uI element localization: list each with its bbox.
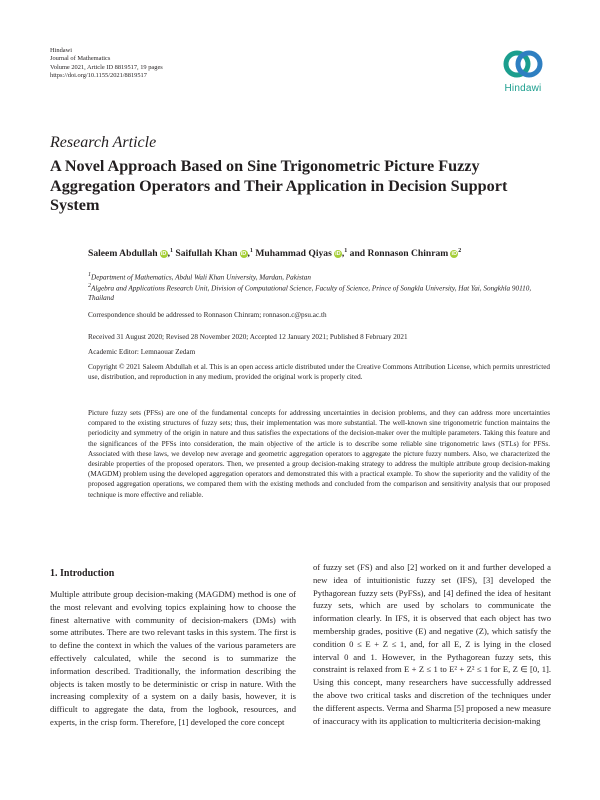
orcid-icon[interactable]: iD	[240, 250, 247, 257]
journal-info	[50, 47, 163, 80]
author-affil-number: 2	[458, 248, 462, 254]
volume-info: Volume 2021, Article ID 8819517, 19 pages	[50, 63, 163, 71]
hindawi-logo	[500, 48, 546, 94]
authors-joiner: and	[349, 248, 366, 260]
orcid-icon[interactable]: iD	[451, 250, 458, 257]
affiliation-text: Department of Mathematics, Abdul Wali Khan University, Mardan, Pakistan	[91, 273, 311, 282]
abstract: Picture fuzzy sets (PFSs) are one of the fundamental concepts for addressing uncertainties in decision problems, and they can address more uncertainties compared to the existing structures of fuzzy sets; thus, their implementation was more substantial. The well-known sine trigonometric function maintains the periodicity and symmetry of the origin in nature and thus satisfies the expectations of the decision-maker over the multiple parameters. Taking this feature and the significances of the PFSs into consideration, the main objective of the article is to describe some reliable sine trigonometric laws (STLs) for PFSs. Associated with these laws, we develop new average and geometric aggregation operators to aggregate the picture fuzzy numbers. Also, we characterized the desirable properties of the proposed operators. Then, we presented a group decision-making strategy to address the multiple attribute group decision-making (MAGDM) problem using the developed aggregation operators and demonstrated this with a practical example. To show the superiority and the validity of the proposed aggregation operations, we compared them with the existing methods and concluded from the comparison and sensitivity analysis that our proposed technique is more effective and reliable.	[88, 409, 550, 499]
affiliation-number: 1	[88, 272, 91, 278]
publisher-name: Hindawi	[50, 47, 73, 54]
hindawi-logo-text: Hindawi	[504, 83, 542, 94]
body-column-right	[313, 561, 551, 727]
paragraph: Multiple attribute group decision-making (MAGDM) method is one of the most relevant and evolving topics explaining how to choose the finest alternative with community of decision-makers (DMs) with some attributes. There are two relevant tasks in this system. The first is to define the context in which the values of the various parameters are effectively calculated, while the second is to summarize the information described. Traditionally, the information describing the objects is taken mostly to be deterministic or crisp in nature. With the increasing complexity of a system on a daily basis, however, it is difficult to aggregate the data, from the logbook, resources, and experts, in the crisp form. Therefore, [1] developed the core concept	[50, 589, 296, 727]
hindawi-logo-icon	[500, 48, 546, 82]
section-heading: 1. Introduction	[50, 568, 115, 579]
journal-name: Journal of Mathematics	[50, 55, 111, 63]
correspondence: Correspondence should be addressed to Ronnason Chinram; ronnason.c@psu.ac.th	[88, 311, 327, 319]
orcid-icon[interactable]: iD	[335, 250, 341, 257]
affiliation-text: Algebra and Applications Research Unit, Division of Computational Science, Faculty of Science, Prince of Songkla University, Hat Yai, Songkhla 90110, Thailand	[88, 284, 532, 302]
paper-title: A Novel Approach Based on Sine Trigonometric Picture Fuzzy Aggregation Operators and Their Application in Decision Support System	[50, 157, 508, 214]
author-list: Saleem Abdullah iD,$^1$ Saifullah Khan iD,$^1$ Muhammad Qiyas iD,$^1$ and Ronnason Chinram $iD^2$	[88, 248, 462, 260]
copyright-notice: Copyright © 2021 Saleem Abdullah et al. This is an open access article distributed under the Creative Commons Attribution License, which permits unrestricted use, distribution, and reproduction in any medium, provided the original work is properly cited.	[88, 363, 550, 381]
orcid-icon[interactable]: iD	[160, 250, 167, 257]
author-name: Saifullah Khan	[175, 248, 238, 260]
author-name: Muhammad Qiyas	[255, 248, 332, 260]
paragraph: of fuzzy set (FS) and also [2] worked on it and further developed a new idea of intuitionistic fuzzy set (IFS), [3] developed the Pythagorean fuzzy sets (PyFSs), and [4] defined the idea of hesitant fuzzy sets, which are used by scholars to communicate the information clearly. In IFS, it is observed that each object has two membership grades, positive (E) and negative (Z), which satisfy the condition 0 ≤ E + Z ≤ 1, and, for all E, Z is lying in the closed interval 0 and 1. However, in the Pythagorean fuzzy sets, this constraint is relaxed from E + Z ≤ 1 to E² + Z² ≤ 1 for E, Z ∈ [0, 1]. Using this concept, many researchers have successfully addressed the above two critical tasks and discretion of the techniques under the different aspects. Verma and Sharma [5] proposed a new measure of inaccuracy with its application to multicriteria decision-making	[313, 562, 551, 726]
body-column-left	[50, 588, 296, 729]
affiliation-2	[88, 282, 548, 303]
doi-link[interactable]: https://doi.org/10.1155/2021/8819517	[50, 71, 147, 79]
article-type: Research Article	[50, 134, 157, 151]
author-affil-number: 1	[169, 248, 173, 254]
author-affil-number: 1	[344, 248, 348, 254]
publication-dates: Received 31 August 2020; Revised 28 November 2020; Accepted 12 January 2021; Published 8 February 2021	[88, 333, 408, 341]
author-name: Ronnason Chinram	[367, 248, 449, 260]
academic-editor: Academic Editor: Lemnaouar Zedam	[88, 348, 196, 356]
author-name: Saleem Abdullah	[88, 248, 158, 260]
author-affil-number: 1	[249, 248, 253, 254]
affiliation-number: 2	[88, 283, 91, 289]
